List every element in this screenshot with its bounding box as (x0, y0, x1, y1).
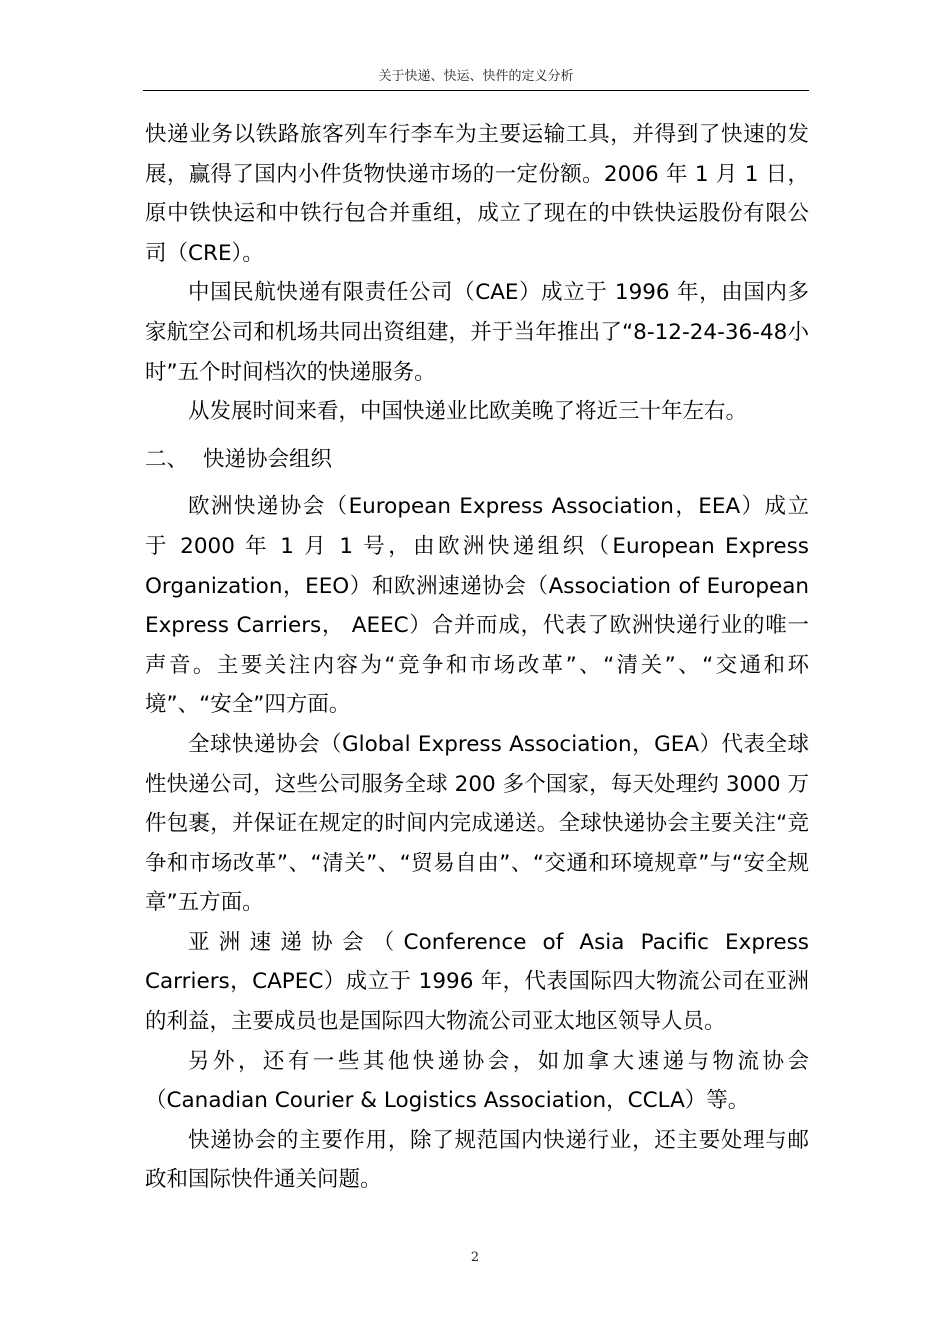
paragraph-gea: 全球快递协会（Global Express Association，GEA）代表全球性快递公司，这些公司服务全球 200 多个国家，每天处理约 3000 万件包裹，并保证在规定的时间内完成递送。全球快递协会主要关注“竞争和市场改革”、“清关”、“贸易自由”、“交通和环境规章”与“安全规章”五方面。 (145, 731, 809, 916)
paragraph-role: 快递协会的主要作用，除了规范国内快递行业，还主要处理与邮政和国际快件通关问题。 (145, 1127, 809, 1193)
paragraph-ccla: 另外，还有一些其他快递协会，如加拿大速递与物流协会（Canadian Courier & Logistics Association，CCLA）等。 (145, 1048, 809, 1114)
paragraph-development-time: 从发展时间来看，中国快递业比欧美晚了将近三十年左右。 (188, 399, 748, 425)
page-header (143, 64, 809, 91)
section-number: 二、 (145, 446, 189, 472)
document-body (145, 115, 809, 1200)
page-number: 2 (470, 1250, 480, 1265)
paragraph-capec: 亚洲速递协会（Conference of Asia Pacific Express Carriers，CAPEC）成立于 1996 年，代表国际四大物流公司在亚洲的利益，主要成员也是国际四大物流公司亚太地区领导人员。 (145, 929, 809, 1035)
section-title: 快递协会组织 (203, 446, 333, 472)
section-heading (145, 440, 809, 480)
paragraph-cae: 中国民航快递有限责任公司（CAE）成立于 1996 年，由国内多家航空公司和机场共同出资组建，并于当年推出了“8-12-24-36-48小时”五个时间档次的快递服务。 (145, 280, 809, 385)
paragraph-eea: 欧洲快递协会（European Express Association，EEA）成立于 2000 年 1 月 1 号，由欧洲快递组织（European Express Organization，EEO）和欧洲速递协会（Association of European Express Carriers， AEEC）合并而成，代表了欧洲快递行业的唯一声音。主要关注内容为“竞争和市场改革”、“清关”、“交通和环境”、“安全”四方面。 (145, 494, 809, 718)
header-title: 关于快递、快运、快件的定义分析 (378, 69, 574, 84)
paragraph-continued: 快递业务以铁路旅客列车行李车为主要运输工具，并得到了快速的发展，赢得了国内小件货物快递市场的一定份额。2006 年 1 月 1 日，原中铁快运和中铁行包合并重组，成立了现在的中铁快运股份有限公司（CRE）。 (145, 122, 809, 266)
